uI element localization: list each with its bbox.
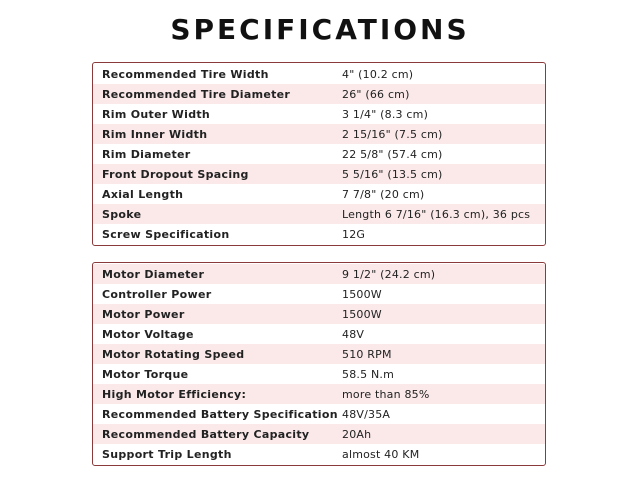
spec-label: Recommended Battery Capacity <box>102 427 310 441</box>
spec-value: 5 5/16" (13.5 cm) <box>342 167 443 181</box>
spec-value: 9 1/2" (24.2 cm) <box>342 267 436 281</box>
table-row <box>93 204 545 224</box>
spec-value: 1500W <box>342 307 382 321</box>
spec-value: 22 5/8" (57.4 cm) <box>342 147 443 161</box>
spec-label: Support Trip Length <box>102 447 232 461</box>
spec-value: 48V/35A <box>342 407 391 421</box>
spec-label: Front Dropout Spacing <box>102 167 249 181</box>
table-row <box>93 264 545 284</box>
spec-value: 58.5 N.m <box>342 367 395 381</box>
spec-label: Motor Torque <box>102 367 189 381</box>
spec-label: Recommended Tire Diameter <box>102 87 291 101</box>
spec-label: Rim Inner Width <box>102 127 208 141</box>
spec-label: Controller Power <box>102 287 212 301</box>
spec-value: 7 7/8" (20 cm) <box>342 187 425 201</box>
spec-value: Length 6 7/16" (16.3 cm), 36 pcs <box>342 207 531 221</box>
table-row <box>93 104 545 124</box>
spec-label: Rim Outer Width <box>102 107 211 121</box>
spec-label: Motor Diameter <box>102 267 205 281</box>
table-row <box>93 64 545 84</box>
spec-label: Motor Voltage <box>102 327 194 341</box>
spec-value: almost 40 KM <box>342 447 420 461</box>
table-row <box>93 84 545 104</box>
table-row <box>93 324 545 344</box>
table-row <box>93 384 545 404</box>
table-row <box>93 344 545 364</box>
table-row <box>93 284 545 304</box>
spec-value: more than 85% <box>342 387 430 401</box>
spec-label: Recommended Tire Width <box>102 67 269 81</box>
spec-value: 2 15/16" (7.5 cm) <box>342 127 443 141</box>
table-row <box>93 404 545 424</box>
spec-value: 20Ah <box>342 427 372 441</box>
spec-value: 12G <box>342 227 366 241</box>
spec-label: Axial Length <box>102 187 184 201</box>
table-row <box>93 224 545 244</box>
page-title: SPECIFICATIONS <box>170 13 470 46</box>
spec-label: Spoke <box>102 207 142 221</box>
motor-spec-table <box>92 262 546 466</box>
spec-value: 26" (66 cm) <box>342 87 410 101</box>
spec-value: 3 1/4" (8.3 cm) <box>342 107 429 121</box>
wheel-spec-table <box>92 62 546 246</box>
table-row <box>93 304 545 324</box>
table-row <box>93 364 545 384</box>
spec-label: Rim Diameter <box>102 147 191 161</box>
table-row <box>93 424 545 444</box>
spec-value: 1500W <box>342 287 382 301</box>
spec-value: 510 RPM <box>342 347 392 361</box>
spec-label: Screw Specification <box>102 227 230 241</box>
spec-label: High Motor Efficiency: <box>102 387 247 401</box>
spec-label: Recommended Battery Specification <box>102 407 338 421</box>
table-row <box>93 124 545 144</box>
spec-label: Motor Power <box>102 307 185 321</box>
table-row <box>93 444 545 464</box>
spec-value: 48V <box>342 327 365 341</box>
table-row <box>93 184 545 204</box>
spec-label: Motor Rotating Speed <box>102 347 245 361</box>
spec-value: 4" (10.2 cm) <box>342 67 414 81</box>
table-row <box>93 144 545 164</box>
table-row <box>93 164 545 184</box>
